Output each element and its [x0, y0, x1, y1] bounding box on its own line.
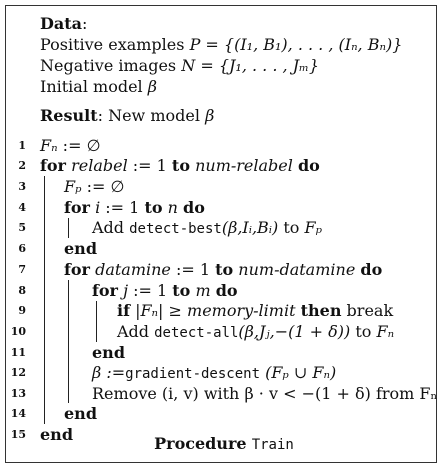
positive-examples-expr: P = {(I₁, B₁), . . . , (Iₙ, Bₙ)}	[189, 35, 403, 54]
initial-model-label: Initial model	[40, 77, 143, 96]
line-number: 9	[18, 304, 26, 317]
negative-images-expr: N = {J₁, . . . , Jₘ}	[181, 56, 320, 75]
code-line-7: for datamine := 1 to num-datamine do	[64, 260, 383, 279]
initial-model-symbol: β	[147, 77, 158, 96]
line-number: 11	[10, 346, 26, 359]
negative-images-line	[40, 57, 319, 75]
data-heading: Data:	[40, 14, 88, 33]
code-line-1: Fₙ := ∅	[40, 136, 101, 155]
negative-images-label: Negative images	[40, 56, 177, 75]
scope-bar-for-j	[96, 301, 97, 342]
line-number: 5	[18, 221, 26, 234]
code-line-4: for i := 1 to n do	[64, 198, 205, 217]
result-text: New model	[108, 106, 200, 125]
procedure-label: Procedure	[154, 434, 247, 453]
code-line-8: for j := 1 to m do	[92, 281, 238, 300]
code-line-10: Add detect-all(β,Jⱼ,−(1 + δ)) to Fₙ	[117, 322, 395, 341]
line-number: 10	[10, 325, 26, 338]
line-number: 6	[18, 242, 26, 255]
code-line-15: end	[40, 425, 73, 444]
procedure-name: Train	[251, 437, 294, 453]
result-symbol: β	[205, 106, 215, 125]
code-line-11: end	[92, 343, 125, 362]
line-number: 12	[10, 366, 26, 379]
line-number: 1	[18, 139, 26, 152]
scope-bar-outer-for	[44, 176, 45, 424]
scope-bar-inner-for-i	[68, 218, 69, 238]
result-line: Result: New model β	[40, 106, 215, 125]
line-number: 15	[10, 428, 26, 441]
code-line-9: if |Fₙ| ≥ memory-limit then break	[117, 301, 394, 320]
positive-examples-line	[40, 36, 402, 54]
code-line-6: end	[64, 239, 97, 258]
line-number: 2	[18, 159, 26, 172]
line-number: 14	[10, 407, 26, 420]
code-line-14: end	[64, 404, 97, 423]
line-number: 4	[18, 201, 26, 214]
result-label: Result	[40, 106, 98, 125]
data-label: Data	[40, 14, 82, 33]
line-number: 3	[18, 180, 26, 193]
line-number: 7	[18, 263, 26, 276]
code-line-5: Add detect-best(β,Iᵢ,Bᵢ) to Fₚ	[92, 218, 322, 237]
line-number: 13	[10, 387, 26, 400]
code-line-13: Remove (i, v) with β · v < −(1 + δ) from Fₙ	[92, 384, 438, 403]
code-line-2: for relabel := 1 to num-relabel do	[40, 156, 320, 175]
procedure-caption	[0, 435, 448, 454]
code-line-12: β :=gradient-descent (Fₚ ∪ Fₙ)	[92, 363, 337, 382]
positive-examples-label: Positive examples	[40, 35, 185, 54]
initial-model-line	[40, 78, 157, 96]
code-line-3: Fₚ := ∅	[64, 177, 125, 196]
line-number: 8	[18, 284, 26, 297]
scope-bar-datamine-for	[68, 280, 69, 403]
